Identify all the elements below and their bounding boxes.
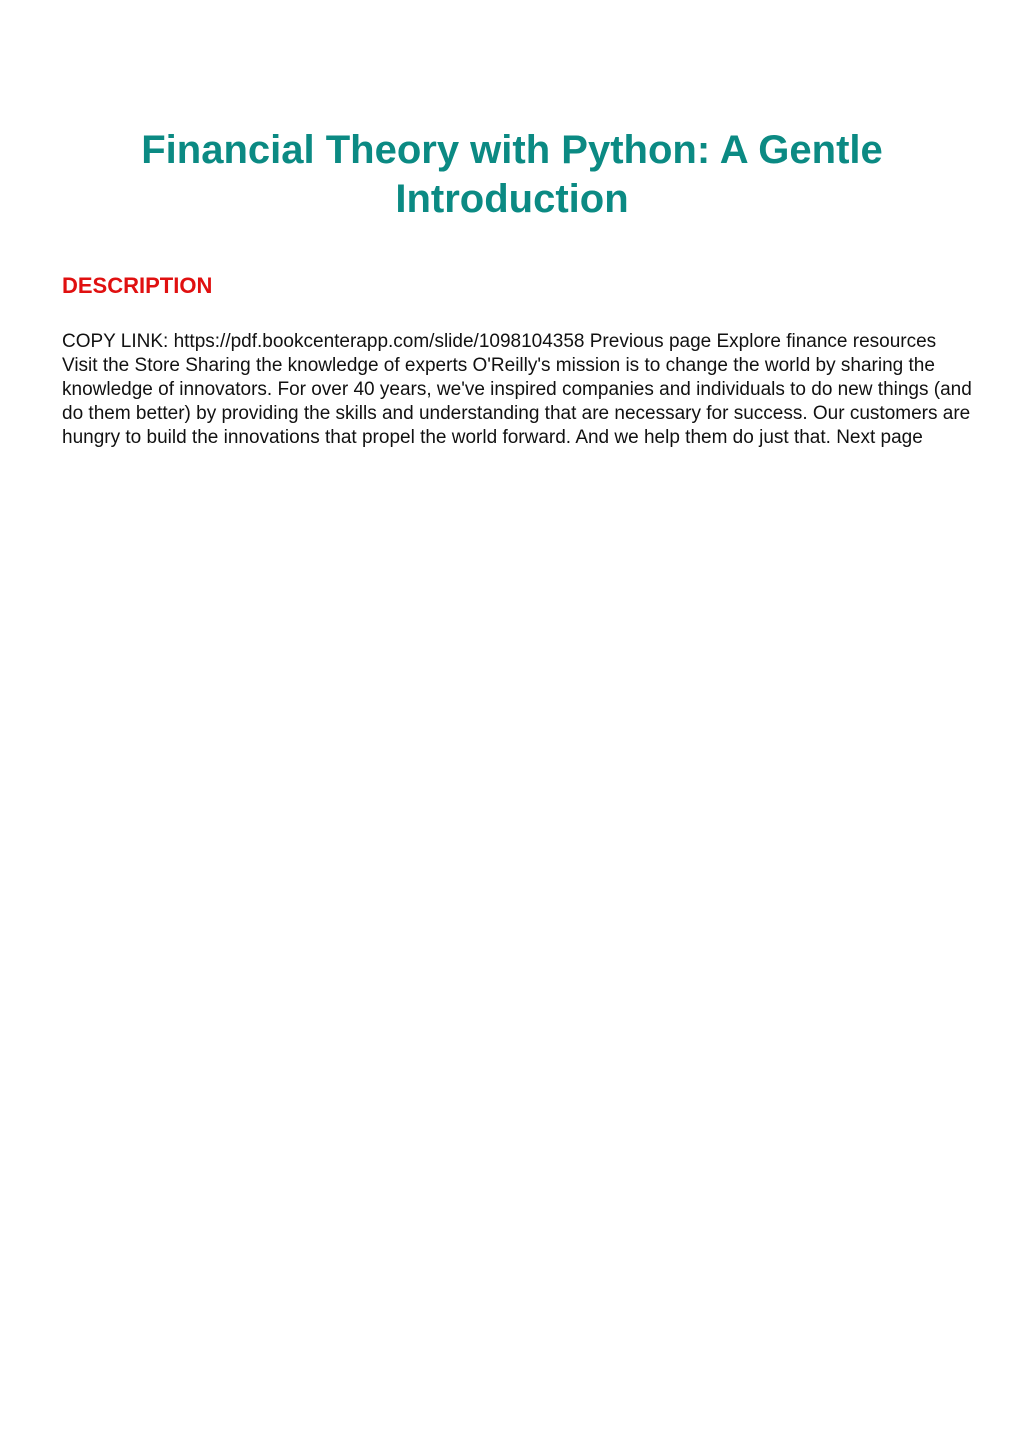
page-title: Financial Theory with Python: A Gentle Introduction [141, 128, 883, 221]
description-text: COPY LINK: https://pdf.bookcenterapp.com/slide/1098104358 Previous page Explore finance resources Visit the Store Sharing the knowledge of experts O'Reilly's mission is to change the world by sharing the knowledge of innovators. For over 40 years, we've inspired companies and individuals to do new things (and do them better) by providing the skills and understanding that are necessary for success. Our customers are hungry to build the innovations that propel the world forward. And we help them do just that. Next page [62, 331, 972, 448]
description-heading: DESCRIPTION [62, 273, 213, 298]
